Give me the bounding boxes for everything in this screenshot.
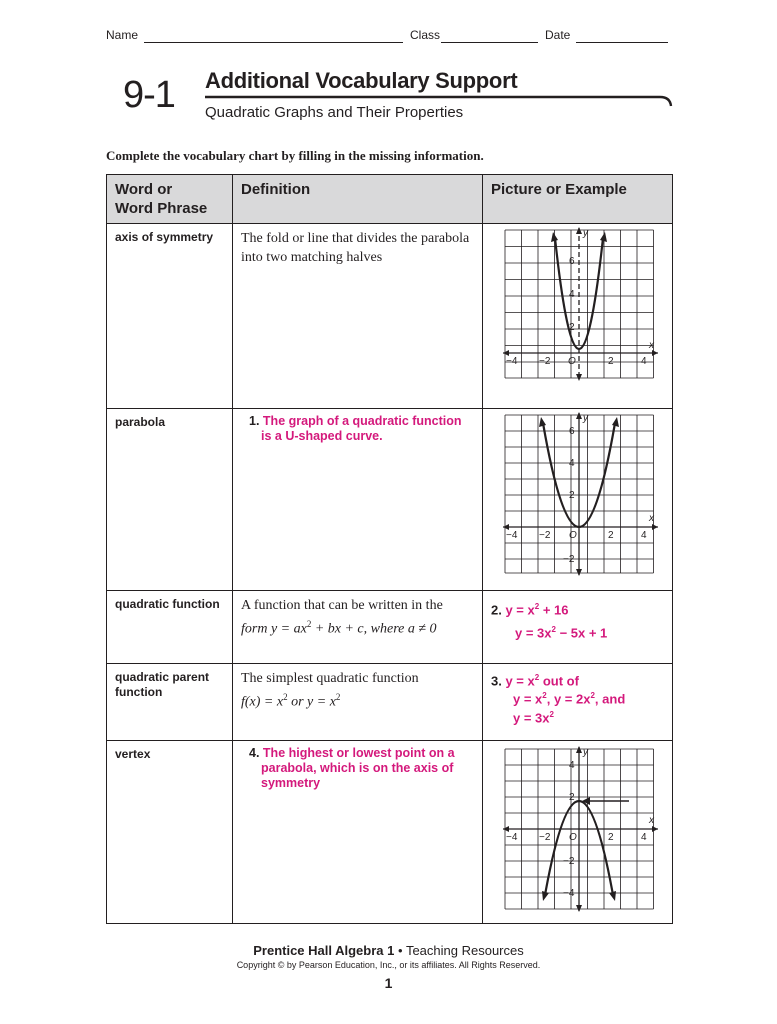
origin-label: O <box>569 530 577 541</box>
footer-copyright: Copyright © by Pearson Education, Inc., or its affiliates. All Rights Reserved. <box>236 960 541 970</box>
example-cell <box>483 409 673 591</box>
footer-source: Prentice Hall Algebra 1 • Teaching Resources <box>253 943 524 958</box>
answer-text: The graph of a quadratic function is a U-shaped curve. <box>261 414 462 443</box>
date-line <box>576 42 668 43</box>
table-row <box>107 664 673 741</box>
tick-label: −2 <box>539 356 551 367</box>
word-cell: quadratic parent function <box>107 664 233 741</box>
tick-label: 6 <box>569 256 575 267</box>
y-axis-label: y <box>583 228 588 239</box>
lesson-title: Additional Vocabulary Support <box>205 68 518 93</box>
tick-label: 4 <box>641 832 647 843</box>
definition-cell: 1. The graph of a quadratic function is a U-shaped curve. <box>233 409 483 591</box>
origin-label: O <box>569 832 577 843</box>
word-cell: parabola <box>107 409 233 591</box>
origin-label: O <box>568 356 576 367</box>
lesson-subtitle: Quadratic Graphs and Their Properties <box>205 104 464 121</box>
tick-label: −4 <box>506 356 518 367</box>
tick-label: −2 <box>563 554 575 565</box>
tick-label: −2 <box>539 832 551 843</box>
definition-cell: The fold or line that divides the parabola into two matching halves <box>233 224 483 409</box>
x-axis-label: x <box>649 815 654 826</box>
tick-label: −2 <box>539 530 551 541</box>
example-cell <box>483 224 673 409</box>
name-label: Name <box>106 28 139 42</box>
tick-label: 2 <box>569 322 575 333</box>
table-row <box>107 224 673 409</box>
vocabulary-chart <box>106 174 673 924</box>
tick-label: 2 <box>608 356 614 367</box>
instructions: Complete the vocabulary chart by filling in the missing information. <box>106 148 484 163</box>
definition-cell: 4. The highest or lowest point on a parabola, which is on the axis of symmetry <box>233 741 483 924</box>
axis-of-symmetry-graph <box>483 224 673 403</box>
tick-label: 2 <box>608 832 614 843</box>
definition-cell: The simplest quadratic function $f(x) = x^2$ or $y = x^2$ <box>233 664 483 741</box>
word-cell: quadratic function <box>107 591 233 664</box>
example-cell: 2. $y = x^2 + 16$ $y = 3x^2 - 5x + 1$ <box>483 591 673 664</box>
tick-label: 2 <box>569 490 575 501</box>
y-axis-label: y <box>583 747 588 758</box>
tick-label: 2 <box>608 530 614 541</box>
tick-label: 4 <box>569 458 575 469</box>
y-axis-label: y <box>583 413 588 424</box>
tick-label: −4 <box>506 530 518 541</box>
tick-label: 4 <box>641 530 647 541</box>
table-row <box>107 591 673 664</box>
answer-text: The highest or lowest point on a parabola, which is on the axis of symmetry <box>261 746 455 790</box>
tick-label: −4 <box>506 832 518 843</box>
table-row <box>107 741 673 924</box>
example-cell <box>483 741 673 924</box>
vertex-graph <box>483 741 673 918</box>
x-axis-label: x <box>649 513 654 524</box>
tick-label: 2 <box>569 792 575 803</box>
tick-label: 4 <box>569 289 575 300</box>
name-line <box>144 42 403 43</box>
header-definition: Definition <box>233 175 483 224</box>
word-cell: axis of symmetry <box>107 224 233 409</box>
page-number: 1 <box>384 975 393 991</box>
class-label: Class <box>410 28 441 42</box>
tick-label: −4 <box>563 888 575 899</box>
lesson-number: 9-1 <box>123 74 175 116</box>
word-cell: vertex <box>107 741 233 924</box>
tick-label: 4 <box>641 356 647 367</box>
example-cell: 3. $y = x^2$ out of $y = x^2$, $y = 2x^2$, and $y = 3x^2$ <box>483 664 673 741</box>
tick-label: −2 <box>563 856 575 867</box>
header-word: Word or Word Phrase <box>107 175 233 224</box>
tick-label: 4 <box>569 760 575 771</box>
parabola-graph <box>483 409 673 585</box>
tick-label: 6 <box>569 426 575 437</box>
dot-decoration <box>110 96 115 101</box>
x-axis-label: x <box>649 340 654 351</box>
table-row <box>107 409 673 591</box>
definition-cell: A function that can be written in the form $y = ax^2$ + bx + c, where a ≠ 0 <box>233 591 483 664</box>
class-line <box>441 42 538 43</box>
header-example: Picture or Example <box>483 175 673 224</box>
date-label: Date <box>545 28 571 42</box>
